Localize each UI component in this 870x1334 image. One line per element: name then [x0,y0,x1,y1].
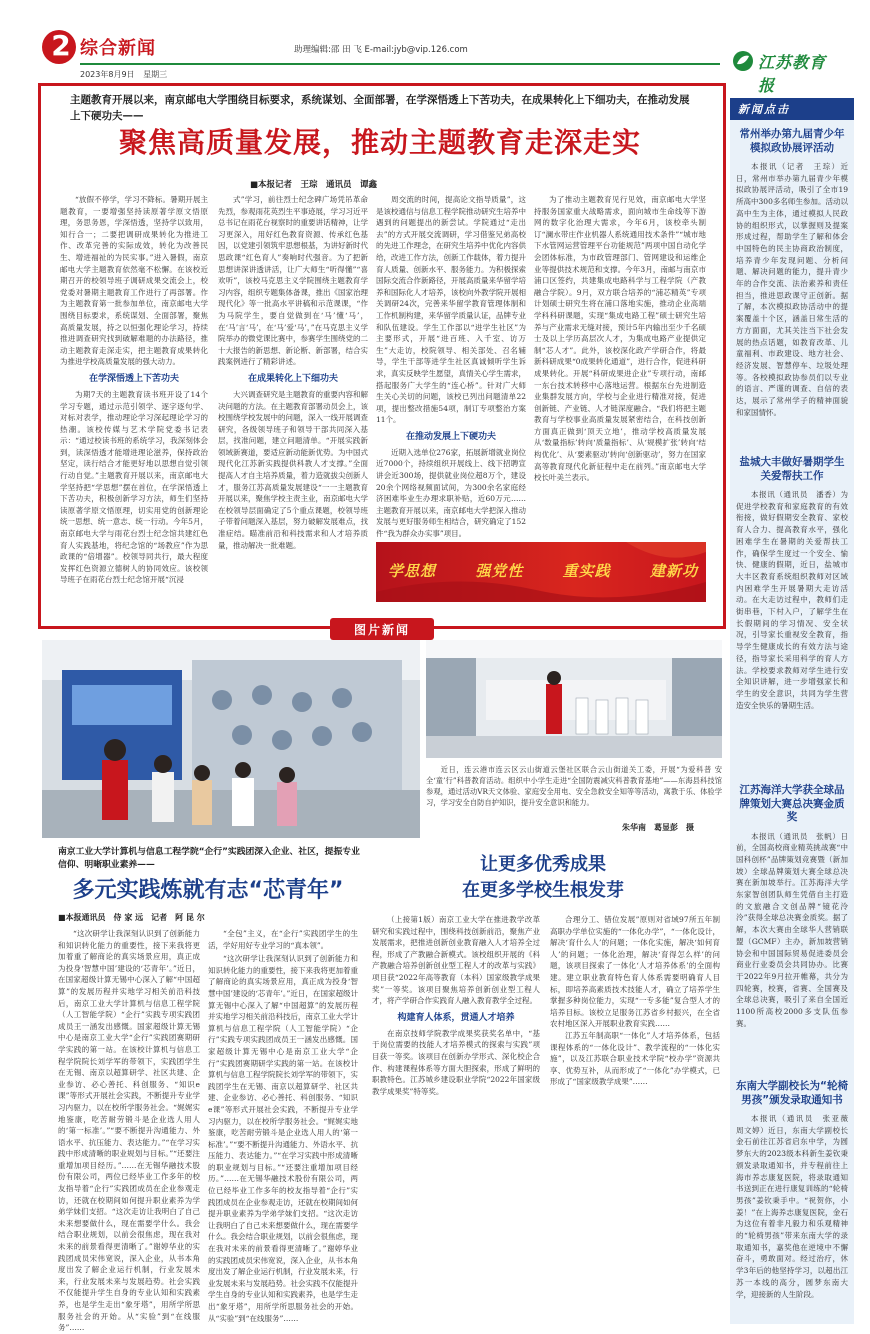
article3-column-1 [372,914,540,1322]
masthead-logo [732,50,842,95]
article3-headline-line1: 让更多优秀成果 [480,854,606,875]
lead-column-3 [376,194,526,539]
sidebar-item-2-title: 盐城大丰做好暑期学生关爱帮扶工作 [739,456,845,482]
article2-kicker: 南京工业大学计算机与信息工程学院“企行”实践团深入企业、社区，提振专业信仰、明晰职业素养—— [58,847,360,870]
leaf-logo-icon [732,50,754,72]
lead-kicker: 主题教育开展以来，南京邮电大学围绕目标要求，系统谋划、全面部署，在学深悟透上下苦功夫，在成果转化上下细功夫，在推动发展上下硬功夫—— [70,94,690,122]
photo-caption-text: 近日，连云港市连云区云山街道云堡社区联合云山街道关工委，开展“为爱科普 安全‘童’行”科普教育活动。组织中小学生走进“全国防震减灾科普教育基地”——东海县科技馆参观，通过活动VR天文体验、家庭安全用电、安全急救安全知等等活动，寓教于乐、体验学习，学习安全自防自护知识，提升安全意识和能力。 [426,765,722,807]
photo-right [426,640,722,758]
issue-date [80,69,167,80]
lead-column-4 [534,194,706,536]
lead-col3-subhead: 在推动发展上下硬功夫 [405,431,496,442]
sidebar-item-1-body [736,161,848,418]
section-title: 综合新闻 [80,38,156,59]
banner-word-3: 重实践 [562,562,611,580]
article3-headline-line2: 在更多学校生根发芽 [462,880,624,901]
sidebar [730,98,854,1324]
sidebar-item-1-text: 本报讯（记者 王琮）近日，常州市举办第九届青少年模拟政协展评活动，吸引了全市19所高中300多名师生参加。活动以高中生为主体，通过模拟人民政协的组织形式，以掌握则及提案形成过程，帮助学生了解和体会中国特色的民主协商政治制度，培养青少年发现问题、分析问题、解决问题的能力，提升青少年的合作交流、法治素养和责任担当，推进思政课守正创新。据了解，本次模拟政协活动中的提案覆盖十个区，涵盖日常生活的方方面面，尤其关注当下社会发展的热点话题，如教育改革、儿童福利、市政建设、地方社会、经济发展、智慧停车、垃圾处理等。各校模拟政协参员们以专业的语言、严谨的调查、自信的表达，展示了常州学子的精神面貌和家国情怀。 [736,162,848,417]
weekday: 星期三 [143,70,168,79]
page-number: 2 [51,29,71,62]
lead-col1-subhead: 在学深悟透上下苦功夫 [88,373,179,384]
sidebar-item-2-body [736,489,848,711]
lead-headline: 聚焦高质量发展，推动主题教育走深走实 [118,126,641,159]
sidebar-item-3 [736,784,848,1070]
article2-col1-text: “这次研学让我深刻认识到了创新能力和知识转化能力的重要性，接下来我将更加着重了解商论的真实场景应用，真正成为投身‘智慧中国’建设的‘芯青年’。”近日，在国家超级计算无锡中心深入了解“中国超算”的发展历程并实地学习相关前沿科技后，南京工业大学计算机与信息工程学院（人工智能学院）“企行”实践专项实践团成员王一涵发出感慨。国家超级计算无锡中心是南京工业大学“企行”实践团赛期研学实践的第一站。在该校计算机与信息工程学院院长刘学军的带领下，实践团学生在无锡、南京以超算研学、社区共建、企业参访、必心善托、科创服务、“知识e课”等形式开展社会实践，不断提升专业学习内驱力，以在校所学服务社会。“娓娓实地鉴康，吃苦耐劳锻斗是企业选人用人的‘第一标准’。”“要不断提升沟通能力、外语水平、抗压能力、表达能力。”“在学习实践中形成清晰的职业规划与目标。”“还要注重增加项目经历。”……在无锡华融技术股份有限公司，两位已经毕业工作多年的校友指导着“企行”实践团成员在企业参观走访，还就在校期间如何提升职业素养为学弟学妹们支招。“这次走访让我明白了自己未来想要做什么，现在需要学什么。我会结合职业规划，以前会很焦虑，现在我对未来的前景看得更清晰了。”谢婷华业的实践团成员宋伟宽说，深入企业，从书本角度出发了解企业运行机制，行业发展未来，行业发展未来与发展趋势。社会实践不仅能提升学生自身的专业认知和实践素养，也是学生走出“象牙塔”，用所学所思服务社会的开始。从“实验”到“在线服务”…… [58,929,200,1333]
article2-byline: ■本报通讯员 侍 家 远 记者 阿 昆 尔 [58,913,205,922]
article3-column-2 [550,914,720,1322]
lead-col2b-text: 大兴调查研究是主题教育的重要内容和解决问题的方法。在主题教育部署动员会上，该校围绕学校发展中的问题，深入一线开展调查研究，各级领导班子和领导干部共同深入基层，找准问题，建立问题清单。“开展实践新领域新赛道，要适应新动能新优势。为中国式现代化江苏新实践提供科教人才支撑。”全面提高人才自主培养质量，着力造就拔尖创新人才，服务江苏高质量发展建设“一一主题教育开展以来，聚焦学校主责主业，南京邮电大学在校领导层面确定了5个重点课题，校领导班子带着问题深入基层，努力破解发展难点，找准症结。瞄准前沿和科技需求和人才培养质量，推动解决一批难题。 [218,389,368,550]
slogan-banner [376,542,706,602]
lead-byline: ■本报记者 王琮 通讯员 谭鑫 [250,180,378,190]
lead-column-2 [218,194,368,608]
article2-col2-text: “全包”主义，在“企行”实践团学生的生活，学好用好专业学习的“真本领”。 [208,929,358,950]
page-header [0,0,870,95]
article3-col1-text: （上接第1版）南京工业大学在推进教学改革研究和实践过程中，围绕科技创新前沿，聚焦产业发展需求，把推进创新创业教育融入人才培养全过程，形成了产教融合新模式。该校组织开展的《科产教融合培养创新创业型工程人才的改革与实践》项目获“2022年高等教育（本科）国家级教学成果奖”一等奖。该项目聚焦培养创新创业型工程人才，将产学研合作实践育人融入教育教学全过程。 [372,915,540,1006]
sidebar-item-4-title: 东南大学副校长为“轮椅男孩”颁发录取通知书 [736,1080,848,1106]
photo-left [42,640,420,838]
banner-word-2: 强党性 [475,562,524,580]
lead-column-1 [60,194,208,608]
subway-photo-icon [426,640,722,758]
lead-col3-text: 周交流的时间，提高论文指导质量”，这是该校通信与信息工程学院推动研究生培养中遇到的问题提出的新尝试。学院通过“走出去”的方式开展交流调研，学习借鉴兄弟高校的先进工作理念，在研究生培养中优化内容供给，改进工作方法，创新工作载体，着力提升育人质量、创新水平、服务能力。为积极探索国际交流合作新路径，开展高质量来华留学培养和国际化人才培养，该校向外教学院开展相关调研24次，完善来华留学教育管理体制和工作机制构建，来华留学质量认证，品牌专业和队伍建设。学生工作部以“进学生社区”为主要形式，开展“进百班、入千室、访万生”大走访，校院领导、相关部处、召名辅导，学生干部等进学生社区真诚倾听学生诉求，真实反映学生愿望，真情关心学生需求，搭起服务广大学生的“连心桥”。针对广大师生关心关切的问题，该校已列出问题清单22项，提出整改措施54项，制订专项整治方案11个。 [376,195,526,425]
lead-col1-text: “放假不停学，学习不降标。暑期开展主题教育，一要增强坚持读原著学原文悟原理，务思务恩，学深悟透，坚持学以致用，知行合一；二要把调研成果转化为推进工作、改革完善的实际成效，转化为改善民生、增进福祉的为民实事。”进入暑假，南京邮电大学主题教育依然毫不松懈。在该校近期召开的校领导班子调研成果交流会上，校党委对暑期主题教育工作进行了再部署。作为主题教育第一批参加单位，南京邮电大学围绕目标要求，系统谋划、全面部署，聚焦高质量发展，持之以恒强化理论学习，持续推进调查研究找到破解难题的办法路径，推动主题教育走深走实，把主题教育成果转化为推进学校高质量发展的强大动力。 [60,195,208,367]
photo-news-label-text: 图片新闻 [353,623,410,637]
banner-word-1: 学思想 [388,562,437,580]
header-rule [80,63,720,65]
sidebar-item-3-title: 江苏海洋大学获全球品牌策划大赛总决赛金质奖 [739,784,845,823]
sidebar-item-2 [736,456,848,776]
article3-col1b-text: 在南京技师学院教学成果奖获奖名单中，“基于岗位需要的技能人才培养模式的探索与实践”项目获一等奖。该项目在创新办学形式、深化校企合作、构建课程体系等方面大胆探索，形成了鲜明的职教特色。江苏城乡建设职业学院“2022年国家级教学成果奖”特等奖。 [372,1028,540,1096]
sidebar-item-4-body [736,1113,856,1300]
editor-info: 助理编辑:邵 田 飞 E-mail:jyb@vip.126.com [294,45,468,55]
lead-col2-text: 式”学习，前往烈士纪念碑广场凭吊革命先烈，参观雨花英烈生平事迹展，学习习近平总书记在雨花台视察时的重要讲话精神，让学习更深入，用好红色教育资源、传承红色基因，以党建引领筑牢思想根基，为讲好新时代思政课“红色育人”奏响时代强音。为了把新思想讲深讲透讲活，让广大师生“听得懂”“喜欢听”，该校马克思主义学院围绕主题教育学习内容，组织专题集体备课，推出《国家治理现代化》等一批高水平讲稿和示范课课，“作为马院学生，要自觉做到在‘马’懂‘马’，在‘马’言‘马’，在‘马’爱‘马’，”在马克思主义学院举办的微党课比赛中，参赛学生围绕党的二十大报告的新思想、新论断、新部署，结合实践案例进行了精彩讲述。 [218,195,368,367]
lead-col3b-text: 近期入选单位276家，拓展新增就业岗位近7000个，持续组织开展线上、线下招聘宣讲会近300场，提供就业岗位超8万个，建设20余个网络视频面试间，为300余名家庭经济困难毕业生办理求职补贴，近60万元……主题教育开展以来，南京邮电大学把深入推动发展与更好服务师生相结合，研究确定了152件“我为群众办实事”项目。 [376,447,526,539]
banner-words [388,560,698,581]
sidebar-item-1 [736,128,848,448]
sidebar-item-2-text: 本报讯（通讯员 潘香）为促进学校教育和家庭教育的有效衔接，做好假期安全教育、家校育人合力、提高教育水平，强化困难学生在暑期的关爱帮扶工作，确保学生度过一个安全、愉快、健康的假期，近日，盐城市大丰区教育系统组织教师对区域内困难学生开展暑期大走访活动。在大走访过程中，教师们走街串巷，下村入户，了解学生在长假期间的学习情况、安全状况，引导家长重视安全教育，指导学生健康成长的有效方法与途径，指导家长采用科学的育人方法。学校要求教师对学生进行安全知识讲解，进一步增强家长和学生的安全意识，共同为学生营造安全快乐的暑期生活。 [736,490,848,710]
article3-col2-text: 合理分工、错位发展”原则对省域97所五年制高职办学单位实施的“一体化办学”，“一体化设计，解决‘育什么人’的问题；一体化实施，解决‘如何育人’的问题；一体化治理，解决‘育得怎么样’的问题，该项目探索了一体化‘人才培养体系’的全面构建。建立职业教育特色育人体系需要明确育人目标，即培养高素质技术技能人才，确立了培养学生掌握多种岗位能力，实现“一专多能”复合型人才的培养目标。该校立足服务江苏省乡村振兴，在全省农村地区深入开展职业教育实践…… [550,915,720,1029]
article2-headline: 多元实践炼就有志“芯青年” [72,878,344,903]
sidebar-header: 新闻点击 [738,103,790,116]
article2-column-2 [208,928,358,1322]
banner-word-4: 建新功 [649,562,698,580]
article3-col2b-text: 江苏五年制高职“一体化”人才培养体系，包括课程体系的“一体化设计”、教学流程的“一体化实施”，以及江苏联合职业技术学院“校办学”资源共享、优势互补，从而形成了“一体化”办学模式，已形成了“国家级教学成果”…… [550,1030,720,1087]
sidebar-item-3-body [736,831,848,1030]
sidebar-item-4-text: 本报讯（通讯员 张亚薇 周文婷）近日，东南大学副校长金石前往江苏省启东中学，为圆梦东大的2023级本科新生姜钦秉颁发录取通知书，并专程前往上海市养志康复医院，将录取通知书送到正在进行康复训练的“轮椅男孩”姜钦秉手中。“祝贺你，小姜！”在上海养志康复医院，金石为这位有着非凡毅力和乐观精神的“轮椅男孩”带来东南大学的录取通知书，嘉奖他在逆境中不懈奋斗，勇敢面对。经过治疗，休学3年后的他坚持学习，以超出江苏一本线的高分，圆梦东南大学，迎接新的人生阶段。 [736,1114,856,1299]
masthead: 江苏教育报 [758,53,827,95]
sidebar-item-3-text: 本报讯（通讯员 张帆）日前，全国高校商业精英挑战赛“中国科创杯”品牌策划竞赛暨（新加坡）全球品牌策划大赛全球总决赛在新加坡举行。江苏海洋大学东家智创团队师生凭借自主打造的文旅融合文创品牌“镜花泠泠”获得全球总决赛金质奖。据了解，本次大赛由全球华人营销联盟（GCMF）主办，新加坡营销协会和中国国际贸易促进委员会商业行业委员会共同协办。比赛于2022年9月拉开帷幕，共分为四轮赛，校赛，省赛、全国赛及全球总决赛，吸引了来自全国近1100所高校2000多支队伍参赛。 [736,831,848,1028]
lead-col4-text: 为了推动主题教育见行见效，南京邮电大学坚持服务国家重大战略需求，面向城市生命线等下游网的数字化治理大需求，今年6月，该校牵头制订“澜水带庄作业机器人系统通用技术条件”“城市地下水管网运营管理平台功能规范”两项中国自动化学会团体标准，为市政管理部门、管网建设和运维企业等提供技术规范和支撑。今年3月，南邮与南京市浦口区签约，共建集成电路科学与工程学院（产教融合学院）。9月，双方联合培养的“浦芯精英”专项计划硕士研究生将在浦口落地实施，推动企业高端学科科研课题，实现“集成电路工程”硕士研究生培养与产业需求无缝对接，预计5年内输出至少千名硕士及以上学历高层次人才，为集成电路产业提供定制“芯人才”。此外，该校深化政产学研合作，将最新科研成果“0成果转化通道”，进行合作，促进科研成果转化。开展“科研成果进企业”专项行动，南邮一东台技术转移中心落地运营。根据东台先进制造业集群发展方向，学校与企业进行精准对接，促进创新链、产业链、人才链深度融合。“我们将把主题教育与学校事业高质量发展紧密结合，在科技创新方面真正做到‘顶天立地’，推动学校高质量发展从‘数量指标’转向‘质量指标’、从‘规模扩张’转向‘结构优化’、从‘要素驱动’转向‘创新驱动’，努力在国家高等教育现代化新征程中走在前列。”南京邮电大学校长叶美兰表示。 [534,195,706,483]
article3-col1-subhead: 构建育人体系，贯通人才培养 [397,1012,515,1023]
photo-credit: 朱华南 葛显彭 摄 [618,822,694,833]
article2-col2-continued: “这次研学让我深刻认识到了创新能力和知识转化能力的重要性，接下来我将更加着重了解商论的真实场景应用，真正成为投身‘智慧中国’建设的‘芯青年’。”近日，在国家超级计算无锡中心深入了解“中国超算”的发展历程并实地学习相关前沿科技后，南京工业大学计算机与信息工程学院（人工智能学院）“企行”实践专项实践团成员王一涵发出感慨。国家超级计算无锡中心是南京工业大学“企行”实践团赛期研学实践的第一站。在该校计算机与信息工程学院院长刘学军的带领下，实践团学生在无锡、南京以超算研学、社区共建、企业参访、必心善托、科创服务、“知识e课”等形式开展社会实践，不断提升专业学习内驱力，以在校所学服务社会。“娓娓实地鉴康，吃苦耐劳锻斗是企业选人用人的‘第一标准’。”“要不断提升沟通能力、外语水平、抗压能力、表达能力。”“在学习实践中形成清晰的职业规划与目标。”“还要注重增加项目经历。”……在无锡华融技术股份有限公司，两位已经毕业工作多年的校友指导着“企行”实践团成员在企业参观走访，还就在校期间如何提升职业素养为学弟学妹们支招。“这次走访让我明白了自己未来想要做什么，现在需要学什么。我会结合职业规划，以前会很焦虑，现在我对未来的前景看得更清晰了。”谢婷华业的实践团成员宋伟宽说，深入企业，从书本角度出发了解企业运行机制，行业发展未来，行业发展未来与发展趋势。社会实践不仅能提升学生自身的专业认知和实践素养，也是学生走出“象牙塔”，用所学所思服务社会的开始。从“实验”到“在线服务”…… [208,954,358,1323]
museum-photo-icon [42,640,420,838]
lead-col2-subhead: 在成果转化上下细功夫 [247,373,338,384]
date: 2023年8月9日 [80,70,135,79]
sidebar-item-1-title: 常州举办第九届青少年模拟政协展评活动 [739,128,845,154]
article3-headline [368,852,718,904]
article2-column-1 [58,928,200,1333]
lead-col1b-text: 为期7天的主题教育读书班开设了14个学习专题，通过示范引领学、逐字逐句学、对标对表学，推动理论学习深起理论学习的热潮。该校传媒与艺术学院党委书记表示：“通过校读书班的系统学习，我深刻体会到，读深悟透才能增进理论滋养，保持政治坚定，读行结合才能更好地以思想自觉引领行动自觉。”主题教育开展以来，南京邮电大学坚持把“学思想”摆在首位，在学深悟透上下苦功夫，积极创新学习方法，师生们坚持读原著学原文悟原理，切实用党的创新理论统一思想、统一意志、统一行动。今年5月，南京邮电大学与雨花台烈士纪念馆共建红色育人实践基地，将纪念馆的“场教应”作为思政课的“倍增器”。校领导同共行，最大程度发挥红色资源立德树人的协同效应。该校领导班子在雨花台烈士纪念馆开展“沉浸 [60,389,208,585]
sidebar-item-4 [736,1080,856,1320]
